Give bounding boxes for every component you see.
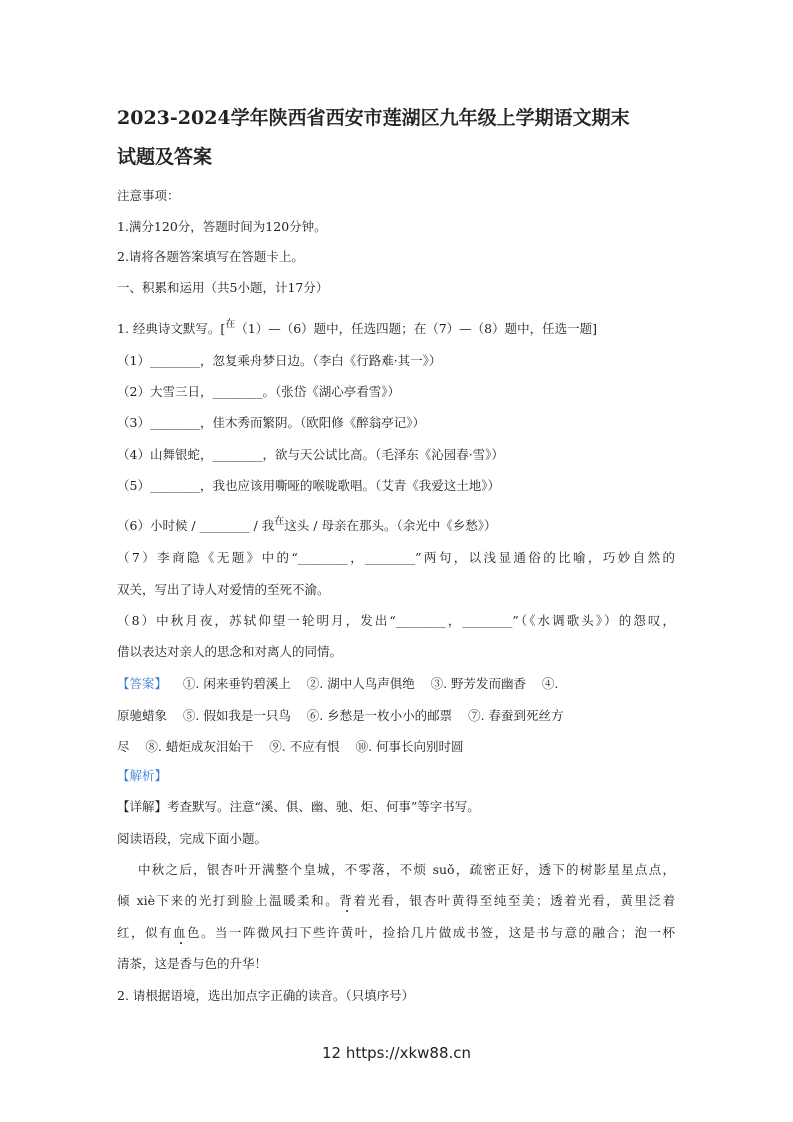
answer-text: ①. 闲来垂钓碧溪上 ②. 湖中人鸟声俱绝 ③. 野芳发而幽香 ④. bbox=[167, 676, 559, 691]
answer-line bbox=[117, 676, 558, 692]
text: 着光看，银杏叶黄得至纯至美；透着光看，黄里泛着 bbox=[353, 893, 675, 908]
document-title-cont: 试题及答案 bbox=[117, 146, 213, 168]
sub-question: （7）李商隐《无题》中的“________，________”两句，以浅显通俗的比喻，巧妙自然的 bbox=[117, 550, 675, 565]
question-1-stem bbox=[117, 317, 597, 337]
reading-paragraph: 中秋之后，银杏叶开满整个皇城，不零落，不烦 suǒ，疏密正好，透下的树影星星点点， bbox=[117, 862, 675, 877]
text: 色。当一阵微风扫下些许黄叶，捡拾几片做成书签，这是书与意的融合；泡一杯 bbox=[186, 925, 675, 940]
dotted-char: 背 bbox=[339, 893, 354, 908]
document-title: 2023-2024学年陕西省西安市莲湖区九年级上学期语文期末 bbox=[117, 107, 630, 129]
reading-paragraph bbox=[117, 925, 675, 941]
page-footer: 12 https://xkw88.cn bbox=[321, 1044, 472, 1062]
section-heading: 一、积累和运用（共5小题，计17分） bbox=[117, 280, 329, 295]
text: 红，似有 bbox=[117, 925, 173, 940]
dotted-char: 血 bbox=[172, 925, 187, 940]
sub-question: （5）________，我也应该用嘶哑的喉咙歌唱。（艾青《我爱这土地》） bbox=[117, 478, 500, 493]
notes-item: 2.请将各题答案填写在答题卡上。 bbox=[117, 249, 304, 264]
reading-intro: 阅读语段，完成下面小题。 bbox=[117, 831, 268, 846]
sub-question: （8）中秋月夜，苏轼仰望一轮明月，发出“________，________”（《水调歌头》）的怨叹， bbox=[117, 613, 675, 628]
text: 这头 / 母亲在那头。（余光中《乡愁》） bbox=[284, 518, 497, 533]
sub-question-cont: 借以表达对亲人的思念和对离人的同情。 bbox=[117, 644, 343, 659]
sub-question: （1）________，忽复乘舟梦日边。（李白《行路难·其一》） bbox=[117, 353, 442, 368]
stem-sup: 在 bbox=[225, 319, 236, 330]
sup-text: 在 bbox=[274, 516, 285, 527]
sub-question: （3）________，佳木秀而繁阴。（欧阳修《醉翁亭记》） bbox=[117, 415, 425, 430]
question-2: 2. 请根据语境，选出加点字正确的读音。（只填序号） bbox=[117, 988, 415, 1003]
stem-text: 1. 经典诗文默写。[ bbox=[117, 321, 226, 336]
sub-question bbox=[117, 514, 496, 534]
notes-heading: 注意事项： bbox=[117, 188, 180, 203]
answer-label: 【答案】 bbox=[117, 676, 168, 691]
analysis-label: 【解析】 bbox=[117, 768, 168, 783]
stem-text: （1）—（6）题中，任选四题；在（7）—（8）题中，任选一题] bbox=[235, 321, 597, 336]
sub-question: （4）山舞银蛇，________，欲与天公试比高。（毛泽东《沁园春·雪》） bbox=[117, 447, 504, 462]
answer-line: 尽 ⑧. 蜡炬成灰泪始干 ⑨. 不应有恨 ⑩. 何事长向别时圆 bbox=[117, 739, 464, 754]
analysis-detail: 【详解】考查默写。注意“溪、俱、幽、驰、炬、何事”等字书写。 bbox=[117, 799, 480, 814]
reading-paragraph bbox=[117, 893, 675, 909]
sub-question: （2）大雪三日，________。（张岱《湖心亭看雪》） bbox=[117, 384, 400, 399]
sub-question-cont: 双关，写出了诗人对爱情的至死不渝。 bbox=[117, 582, 330, 597]
text: 倾 xiè下来的光打到脸上温暖柔和。 bbox=[117, 893, 340, 908]
notes-item: 1.满分120分，答题时间为120分钟。 bbox=[117, 219, 327, 234]
reading-paragraph: 清茶，这是香与色的升华！ bbox=[117, 956, 268, 971]
answer-line: 原驰蜡象 ⑤. 假如我是一只鸟 ⑥. 乡愁是一枚小小的邮票 ⑦. 春蚕到死丝方 bbox=[117, 708, 564, 723]
text: （6）小时候 / ________ / 我 bbox=[117, 518, 275, 533]
